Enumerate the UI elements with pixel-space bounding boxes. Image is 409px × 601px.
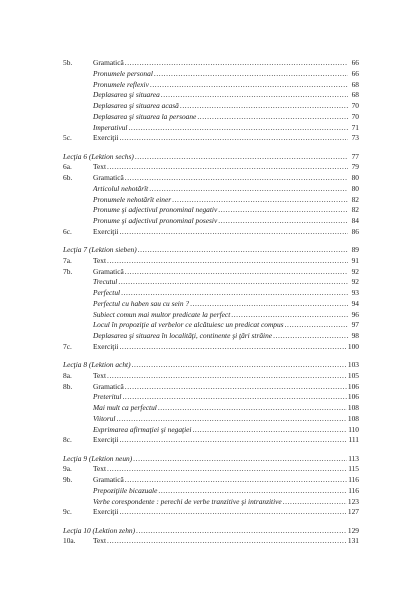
toc-lesson-heading[interactable] bbox=[63, 152, 359, 163]
dot-leader bbox=[119, 342, 346, 353]
toc-entry-title: Lecţia 9 (Lektion neun) bbox=[63, 453, 133, 463]
toc-entry[interactable] bbox=[63, 123, 359, 134]
toc-entry-title: Lecţia 10 (Lektion zehn) bbox=[63, 525, 136, 535]
toc-entry[interactable] bbox=[63, 382, 359, 393]
toc-entry[interactable] bbox=[63, 403, 359, 414]
dot-leader bbox=[150, 80, 348, 91]
toc-entry-title: Pronumele nehotărît einer bbox=[93, 194, 172, 204]
toc-page-number: 111 bbox=[348, 435, 359, 445]
toc-page-number: 92 bbox=[351, 277, 359, 287]
section-gap bbox=[63, 238, 359, 246]
toc-entry-title: Exerciţii bbox=[93, 435, 119, 445]
toc-entry[interactable] bbox=[63, 371, 359, 382]
toc-entry-number: 6b. bbox=[63, 173, 73, 182]
toc-entry-title: Gramatică bbox=[93, 173, 124, 182]
toc-page-number: 82 bbox=[351, 194, 359, 204]
toc-entry-title: Text bbox=[93, 464, 107, 474]
dot-leader bbox=[107, 464, 347, 475]
dot-leader bbox=[273, 331, 348, 342]
toc-page-number: 123 bbox=[347, 496, 359, 506]
toc-entry-number: 7a. bbox=[63, 255, 72, 265]
toc-entry-number: 7c. bbox=[63, 341, 72, 351]
toc-page-number: 94 bbox=[351, 298, 359, 308]
toc-page-number: 80 bbox=[351, 173, 359, 182]
toc-entry-title: Lecţia 6 (Lektion sechs) bbox=[63, 151, 134, 161]
toc-entry-title: Perfectul cu haben sau cu sein ? bbox=[93, 298, 190, 308]
dot-leader bbox=[107, 162, 348, 173]
toc-entry-title: Subiect comun mai multor predicate la perfect bbox=[93, 309, 231, 319]
toc-page-number: 127 bbox=[347, 507, 359, 517]
toc-entry[interactable] bbox=[63, 464, 359, 475]
toc-page-number: 93 bbox=[351, 288, 359, 297]
dot-leader bbox=[128, 123, 348, 134]
toc-page-number: 110 bbox=[348, 424, 359, 434]
toc-entry[interactable] bbox=[63, 299, 359, 310]
dot-leader bbox=[158, 486, 347, 497]
toc-entry[interactable] bbox=[63, 227, 359, 238]
toc-entry-title: Preteritul bbox=[93, 392, 122, 402]
toc-entry-title: Pronume şi adjectivul pronominal posesiv bbox=[93, 216, 218, 225]
toc-entry-number: 6c. bbox=[63, 226, 72, 236]
toc-lesson-heading[interactable] bbox=[63, 454, 359, 465]
dot-leader bbox=[121, 288, 348, 299]
toc-page-number: 103 bbox=[347, 360, 359, 369]
toc-page-number: 129 bbox=[347, 525, 359, 535]
toc-entry[interactable] bbox=[63, 205, 359, 216]
toc-entry[interactable] bbox=[63, 425, 359, 436]
toc-page-number: 96 bbox=[351, 309, 359, 319]
toc-entry[interactable] bbox=[63, 486, 359, 497]
toc-entry[interactable] bbox=[63, 507, 359, 518]
section-gap bbox=[63, 518, 359, 526]
toc-lesson-heading[interactable] bbox=[63, 245, 359, 256]
toc-page-number: 106 bbox=[347, 392, 359, 402]
dot-leader bbox=[107, 256, 348, 267]
toc-entry-title: Text bbox=[93, 162, 107, 172]
toc-entry-title: Pronumele reflexiv bbox=[93, 79, 149, 89]
dot-leader bbox=[118, 277, 348, 288]
toc-lesson-heading[interactable] bbox=[63, 360, 359, 371]
toc-page-number: 70 bbox=[351, 111, 359, 121]
dot-leader bbox=[119, 227, 348, 238]
dot-leader bbox=[285, 320, 348, 331]
toc-page-number: 68 bbox=[351, 79, 359, 89]
toc-lesson-heading[interactable] bbox=[63, 526, 359, 537]
section-gap bbox=[63, 446, 359, 454]
toc-page-number: 73 bbox=[351, 133, 359, 143]
toc-page-number: 82 bbox=[351, 205, 359, 215]
toc-entry-title: Exerciţii bbox=[93, 341, 119, 351]
toc-page-number: 115 bbox=[348, 464, 359, 474]
toc-entry-title: Verbe corespondente : perechi de verbe tranzitive şi intranzitive bbox=[93, 496, 282, 506]
toc-entry[interactable] bbox=[63, 90, 359, 101]
toc-entry-title: Lecţia 8 (Lektion acht) bbox=[63, 360, 131, 369]
toc-page-number: 131 bbox=[347, 536, 359, 546]
toc-entry-title: Exprimarea afirmaţiei şi negaţiei bbox=[93, 424, 192, 434]
toc-entry-title: Text bbox=[93, 536, 107, 546]
toc-page-number: 116 bbox=[348, 485, 359, 495]
dot-leader bbox=[116, 414, 346, 425]
toc-entry-number: 9b. bbox=[63, 475, 73, 484]
dot-leader bbox=[172, 195, 348, 206]
dot-leader bbox=[107, 371, 347, 382]
toc-entry-title: Exerciţii bbox=[93, 133, 119, 143]
toc-entry-number: 5b. bbox=[63, 58, 73, 67]
toc-page-number: 100 bbox=[347, 341, 359, 351]
toc-entry-title: Deplasarea şi situarea acasă bbox=[93, 101, 179, 110]
toc-entry[interactable] bbox=[63, 342, 359, 353]
toc-page-number: 71 bbox=[351, 122, 359, 132]
toc-page-number: 116 bbox=[348, 475, 359, 484]
toc-entry[interactable] bbox=[63, 392, 359, 403]
toc-entry[interactable] bbox=[63, 216, 359, 227]
toc-page-number: 113 bbox=[348, 453, 359, 463]
toc-entry[interactable] bbox=[63, 133, 359, 144]
dot-leader bbox=[125, 475, 347, 486]
toc-page-number: 79 bbox=[351, 162, 359, 172]
toc-entry-title: Exerciţii bbox=[93, 507, 119, 517]
toc-entry[interactable] bbox=[63, 162, 359, 173]
toc-entry-title: Gramatică bbox=[93, 381, 124, 391]
toc-entry[interactable] bbox=[63, 475, 359, 486]
toc-entry[interactable] bbox=[63, 80, 359, 91]
toc-entry[interactable] bbox=[63, 310, 359, 321]
toc-entry[interactable] bbox=[63, 184, 359, 195]
toc-page-number: 66 bbox=[351, 58, 359, 67]
section-gap bbox=[63, 144, 359, 152]
toc-page-number: 108 bbox=[347, 403, 359, 412]
dot-leader bbox=[158, 403, 347, 414]
dot-leader bbox=[154, 69, 348, 80]
toc-entry-title: Exerciţii bbox=[93, 226, 119, 236]
dot-leader bbox=[218, 216, 348, 227]
toc-page-number: 98 bbox=[351, 331, 359, 340]
dot-leader bbox=[122, 392, 346, 403]
dot-leader bbox=[192, 425, 347, 436]
dot-leader bbox=[218, 205, 348, 216]
toc-entry-title: Lecţia 7 (Lektion sieben) bbox=[63, 245, 137, 254]
toc-entry-number: 8c. bbox=[63, 435, 72, 445]
dot-leader bbox=[119, 133, 348, 144]
toc-page-number: 77 bbox=[351, 151, 359, 161]
toc-entry[interactable] bbox=[63, 288, 359, 299]
toc-entry-number: 8b. bbox=[63, 381, 73, 391]
toc-page-number: 70 bbox=[351, 101, 359, 110]
toc-entry-title: Pronume şi adjectivul pronominal negativ bbox=[93, 205, 218, 215]
toc-page-number: 106 bbox=[347, 381, 359, 391]
toc-entry-title: Prepoziţiile bicazuale bbox=[93, 485, 158, 495]
toc-entry[interactable] bbox=[63, 414, 359, 425]
dot-leader bbox=[119, 507, 346, 518]
toc-entry-title: Perfectul bbox=[93, 288, 121, 297]
toc-entry[interactable] bbox=[63, 58, 359, 69]
toc-entry-title: Articolul nehotărît bbox=[93, 183, 149, 193]
section-gap bbox=[63, 353, 359, 361]
toc-page-number: 68 bbox=[351, 90, 359, 100]
toc-page-number: 80 bbox=[351, 183, 359, 193]
dot-leader bbox=[119, 435, 347, 446]
toc-page-number: 108 bbox=[347, 413, 359, 423]
dot-leader bbox=[125, 267, 348, 278]
dot-leader bbox=[190, 299, 348, 310]
toc-entry[interactable] bbox=[63, 331, 359, 342]
toc-entry-title: Mai mult ca perfectul bbox=[93, 403, 157, 412]
dot-leader bbox=[132, 360, 347, 371]
toc-entry-number: 7b. bbox=[63, 266, 73, 276]
toc-page-number: 66 bbox=[351, 68, 359, 78]
dot-leader bbox=[107, 536, 347, 547]
dot-leader bbox=[125, 58, 348, 69]
dot-leader bbox=[125, 173, 348, 184]
toc-entry-number: 10a. bbox=[63, 536, 76, 546]
dot-leader bbox=[180, 101, 348, 112]
toc-entry-title: Pronumele personal bbox=[93, 68, 153, 78]
toc-entry-title: Deplasarea şi situarea în localităţi, continente şi ţări străine bbox=[93, 331, 273, 340]
toc-entry-title: Gramatică bbox=[93, 58, 124, 67]
toc-entry-title: Viitorul bbox=[93, 413, 116, 423]
dot-leader bbox=[149, 184, 348, 195]
toc-entry-title: Deplasarea şi situarea bbox=[93, 90, 160, 100]
toc-entry-title: Gramatică bbox=[93, 475, 124, 484]
dot-leader bbox=[197, 112, 348, 123]
toc-page-number: 105 bbox=[347, 370, 359, 380]
toc-entry-number: 9c. bbox=[63, 507, 72, 517]
toc-entry[interactable] bbox=[63, 112, 359, 123]
dot-leader bbox=[136, 526, 347, 537]
toc-entry-number: 5c. bbox=[63, 133, 72, 143]
table-of-contents bbox=[63, 58, 359, 547]
dot-leader bbox=[283, 497, 347, 508]
toc-page-number: 86 bbox=[351, 226, 359, 236]
toc-entry-title: Trecutul bbox=[93, 277, 118, 287]
dot-leader bbox=[135, 152, 348, 163]
toc-entry[interactable] bbox=[63, 69, 359, 80]
toc-entry[interactable] bbox=[63, 267, 359, 278]
toc-entry[interactable] bbox=[63, 497, 359, 508]
toc-entry[interactable] bbox=[63, 173, 359, 184]
toc-entry-number: 8a. bbox=[63, 370, 72, 380]
toc-entry-title: Locul în propoziţie al verbelor ce alcătuiesc un predicat compus bbox=[93, 320, 284, 330]
toc-entry[interactable] bbox=[63, 277, 359, 288]
dot-leader bbox=[133, 454, 347, 465]
dot-leader bbox=[231, 310, 348, 321]
toc-page-number: 84 bbox=[351, 216, 359, 225]
dot-leader bbox=[138, 245, 348, 256]
toc-entry-title: Imperativul bbox=[93, 122, 128, 132]
toc-entry[interactable] bbox=[63, 256, 359, 267]
toc-page-number: 89 bbox=[351, 245, 359, 254]
toc-entry[interactable] bbox=[63, 435, 359, 446]
toc-entry[interactable] bbox=[63, 320, 359, 331]
dot-leader bbox=[125, 382, 347, 393]
toc-page-number: 92 bbox=[351, 266, 359, 276]
toc-entry-title: Text bbox=[93, 255, 107, 265]
toc-entry-title: Text bbox=[93, 370, 107, 380]
toc-entry[interactable] bbox=[63, 195, 359, 206]
dot-leader bbox=[161, 90, 348, 101]
toc-entry-title: Deplasarea şi situarea la persoane bbox=[93, 111, 197, 121]
toc-entry-number: 9a. bbox=[63, 464, 72, 474]
toc-page-number: 97 bbox=[351, 320, 359, 330]
toc-entry-number: 6a. bbox=[63, 162, 72, 172]
toc-entry-title: Gramatică bbox=[93, 266, 124, 276]
toc-entry[interactable] bbox=[63, 536, 359, 547]
toc-entry[interactable] bbox=[63, 101, 359, 112]
toc-page-number: 91 bbox=[351, 255, 359, 265]
